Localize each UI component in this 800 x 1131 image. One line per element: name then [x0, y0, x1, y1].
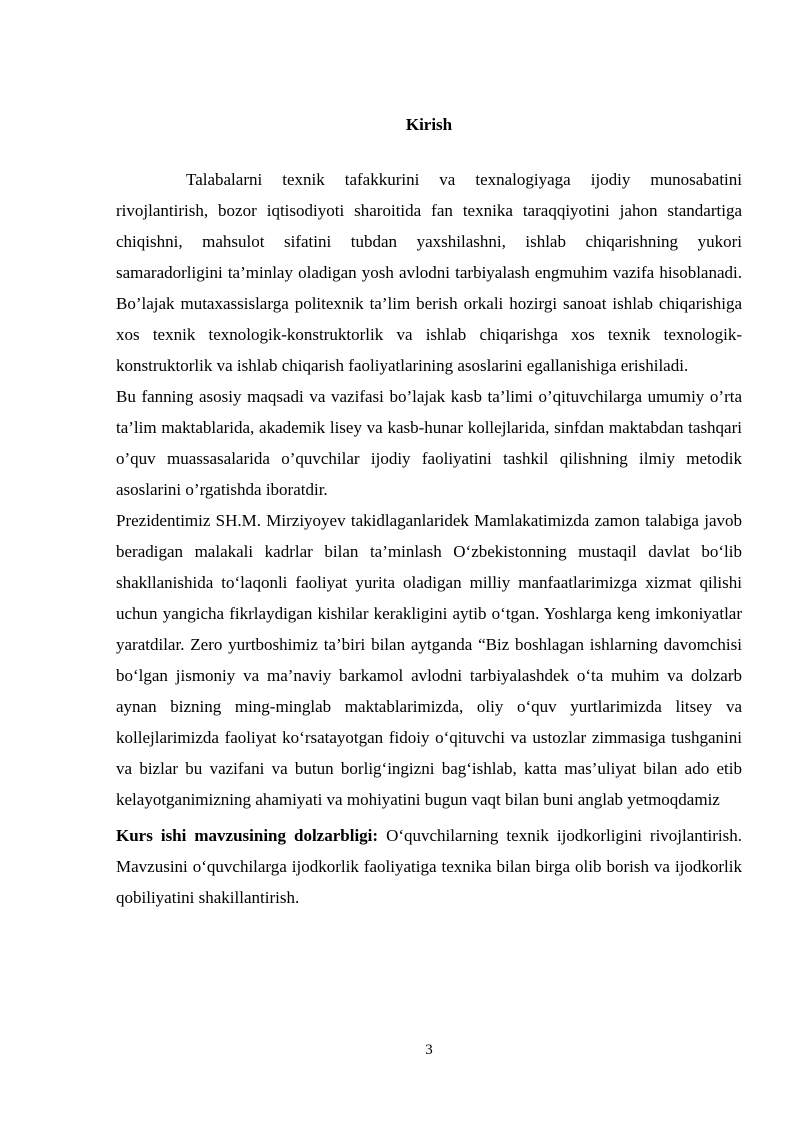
relevance-label: Kurs ishi mavzusining dolzarbligi: — [116, 826, 379, 845]
paragraph-president: Prezidentimiz SH.M. Mirziyoyev takidlaganlaridek Mamlakatimizda zamon talabiga javob beradigan malakali kadrlar bilan ta’minlash O‘zbekistonning mustaqil davlat bo‘lib shakllanishida to‘laqonli faoliyat yurita oladigan milliy manfaatlarimizga xizmat qilishi uchun yangicha fikrlaydigan kishilar kerakligini aytib o‘tgan. Yoshlarga keng imkoniyatlar yaratdilar. Zero yurtboshimiz ta’biri bilan aytganda “Biz boshlagan ishlarning davomchisi bo‘lgan jismoniy va ma’naviy barkamol avlodni tarbiyalashdek o‘ta muhim va dolzarb aynan bizning ming-minglab maktablarimizda, oliy o‘quv yurtlarimizda litsey va kollejlarimizda faoliyat ko‘rsatayotgan fidoiy o‘qituvchi va ustozlar zimmasiga tushganini va bizlar bu vazifani va butun borlig‘ingizni bag‘ishlab, katta mas’uliyat bilan ado etib kelayotganimizning ahamiyati va mohiyatini bugun vaqt bilan buni anglab yetmoqdamiz — [116, 511, 742, 809]
paragraph-intro: Talabalarni texnik tafakkurini va texnalogiyaga ijodiy munosabatini rivojlantirish, bozor iqtisodiyoti sharoitida fan texnika taraqqiyotini jahon standartiga chiqishni, mahsulot sifatini tubdan yaxshilashni, ishlab chiqarishning yukori samaradorligini ta’minlay oladigan yosh avlodni tarbiyalash engmuhim vazifa hisoblanadi. Bo’lajak mutaxassislarga politexnik ta’lim berish orkali hozirgi sanoat ishlab chiqarishiga xos texnik texnologik-konstruktorlik va ishlab chiqarishga xos texnik texnologik-konstruktorlik va ishlab chiqarish faoliyatlarining asoslarini egallanishiga erishiladi. — [116, 170, 742, 375]
document-body — [116, 164, 742, 913]
paragraph-relevance — [116, 820, 742, 913]
page-number: 3 — [425, 1042, 433, 1058]
paragraph-goal: Bu fanning asosiy maqsadi va vazifasi bo’lajak kasb ta’limi o’qituvchilarga umumiy o’rta ta’lim maktablarida, akademik lisey va kasb-hunar kollejlarida, sinfdan maktabdan tashqari o’quv muassasalarida o’quvchilar ijodiy faoliyatini tashkil qilishning ilmiy metodik asoslarini o’rgatishda iboratdir. — [116, 387, 742, 499]
page-title: Kirish — [405, 115, 453, 134]
relevance-text: O‘quvchilarning texnik ijodkorligini rivojlantirish. Mavzusini o‘quvchilarga ijodkorlik faoliyatiga texnika bilan birga olib borish va ijodkorlik qobiliyatini shakillantirish. — [116, 826, 742, 907]
